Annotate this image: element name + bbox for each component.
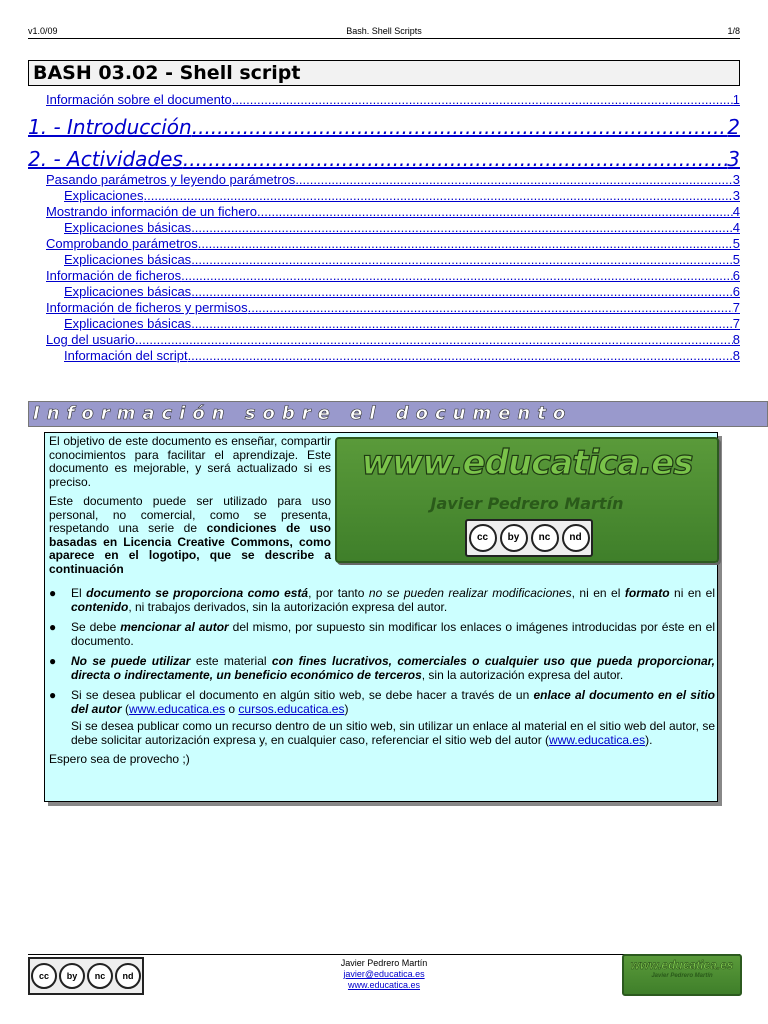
toc-entry-page: 5	[732, 236, 740, 251]
emph: con fines lucrativos, comerciales o cualquier uso que pueda proporcionar, directa o indirectamente, un beneficio económico de terceros	[71, 654, 715, 682]
toc-entry[interactable]	[28, 146, 740, 172]
text: )	[344, 701, 349, 716]
text: este material	[190, 654, 272, 668]
toc-entry-label: Explicaciones básicas	[64, 316, 192, 331]
page-number: 1/8	[727, 26, 740, 36]
toc-entry[interactable]	[28, 268, 740, 284]
toc-leader-dots	[232, 92, 733, 108]
cc-icon: cc	[31, 963, 57, 989]
toc-leader-dots	[191, 284, 733, 300]
toc-leader-dots	[191, 316, 733, 332]
intro-paragraph-1: El objetivo de este documento es enseñar, compartir conocimientos para facilitar el aprendizaje. Este documento es mejorable, y será actualizado si es preciso.	[49, 434, 331, 489]
educatica-link[interactable]: www.educatica.es	[129, 701, 226, 716]
toc-leader-dots	[257, 204, 733, 220]
toc-entry[interactable]	[28, 348, 740, 364]
footer-logo-author: Javier Pedrero Martín	[651, 973, 713, 979]
toc-entry-page: 3	[732, 188, 740, 203]
page-header	[28, 24, 740, 39]
section-heading-bar	[28, 401, 768, 427]
text: del mismo, por supuesto sin modificar los enlaces o imágenes introducidas por éste en el documento.	[71, 620, 715, 648]
toc-leader-dots	[248, 300, 733, 316]
footer-logo-url: www.educatica.es	[630, 958, 734, 972]
toc-entry-page: 2	[727, 115, 740, 139]
toc-entry[interactable]	[28, 220, 740, 236]
conditions-list	[49, 587, 715, 767]
toc-entry-page: 8	[732, 348, 740, 363]
intro-2-text: Este documento puede ser utilizado para uso personal, no comercial, como se presenta, respetando una serie de	[49, 494, 331, 535]
list-item	[49, 587, 715, 614]
text: , ni en el	[571, 586, 625, 600]
publishing-note	[49, 720, 715, 747]
toc-entry[interactable]	[28, 92, 740, 108]
toc-leader-dots	[181, 268, 733, 284]
toc-entry-label: 2. - Actividades	[28, 147, 183, 171]
cc-license-badge	[465, 519, 593, 557]
toc-leader-dots	[188, 348, 733, 364]
toc-entry[interactable]	[28, 172, 740, 188]
nd-icon: nd	[115, 963, 141, 989]
toc-entry-page: 4	[732, 220, 740, 235]
toc-entry-label: Información de ficheros	[46, 268, 182, 283]
document-title: BASH 03.02 - Shell script	[28, 60, 740, 86]
toc-leader-dots	[191, 252, 733, 268]
logo-url-text: www.educatica.es	[361, 443, 693, 483]
by-icon: by	[59, 963, 85, 989]
toc-entry-label: Pasando parámetros y leyendo parámetros	[46, 172, 296, 187]
text: Si se desea publicar el documento en algún sitio web, se debe hacer a través de un	[71, 688, 534, 702]
logo-author-text: Javier Pedrero Martín	[430, 494, 624, 513]
educatica-link-2[interactable]: www.educatica.es	[549, 732, 646, 747]
cc-icon: cc	[469, 524, 497, 552]
toc-leader-dots	[198, 236, 733, 252]
emph: documento se proporciona como está	[86, 586, 309, 600]
toc-entry-page: 5	[732, 252, 740, 267]
nd-icon: nd	[562, 524, 590, 552]
list-item	[49, 655, 715, 682]
footer-author: Javier Pedrero Martín	[340, 958, 428, 968]
text: Si se desea publicar como un recurso dentro de un sitio web, sin utilizar un enlace al material en el sitio web del autor, se debe solicitar autorización expresa y, en cualquier caso, referenciar el sitio web del autor (	[71, 719, 715, 747]
bullet-icon: ●	[49, 688, 57, 702]
version-label: v1.0/09	[28, 26, 58, 36]
header-title: Bash. Shell Scripts	[346, 26, 422, 36]
toc-entry[interactable]	[28, 188, 740, 204]
emph: formato	[624, 586, 670, 600]
emph: no se pueden realizar modificaciones	[368, 586, 572, 600]
document-info-box	[44, 432, 718, 802]
toc-entry-label: Mostrando información de un fichero	[46, 204, 258, 219]
closing-text: Espero sea de provecho ;)	[49, 752, 190, 766]
section-title: Información sobre el documento	[33, 403, 573, 424]
intro-text	[49, 435, 331, 582]
cursos-educatica-link[interactable]: cursos.educatica.es	[238, 701, 345, 716]
text: , ni trabajos derivados, sin la autorización expresa del autor.	[128, 599, 448, 614]
toc-entry[interactable]	[28, 284, 740, 300]
list-item	[49, 689, 715, 716]
nc-icon: nc	[531, 524, 559, 552]
emph: mencionar al autor	[120, 620, 229, 634]
toc-entry-label: Explicaciones básicas	[64, 284, 192, 299]
text: El	[71, 586, 87, 600]
toc-leader-dots	[295, 172, 732, 188]
toc-entry-label: Comprobando parámetros	[46, 236, 198, 251]
toc-entry-page: 4	[732, 204, 740, 219]
emph: No se puede utilizar	[71, 654, 191, 668]
text: ni en el	[669, 586, 716, 600]
toc-entry-label: Explicaciones	[64, 188, 144, 203]
text: , sin la autorización expresa del autor.	[421, 667, 624, 682]
toc-entry-page: 6	[732, 284, 740, 299]
by-icon: by	[500, 524, 528, 552]
footer-educatica-logo	[622, 954, 742, 996]
text: , por tanto	[308, 586, 369, 600]
footer-site-link[interactable]: www.educatica.es	[347, 980, 421, 990]
toc-leader-dots	[191, 220, 733, 236]
toc-entry-page: 1	[732, 92, 740, 107]
emph: contenido	[71, 599, 129, 614]
text: (	[121, 701, 130, 716]
toc-entry[interactable]	[28, 252, 740, 268]
toc-entry[interactable]	[28, 316, 740, 332]
toc-leader-dots	[144, 188, 733, 204]
table-of-contents	[28, 92, 740, 364]
text: o	[225, 701, 239, 716]
toc-entry-page: 6	[732, 268, 740, 283]
text: Se debe	[71, 620, 121, 634]
toc-entry-label: Información del script	[64, 348, 188, 363]
list-item	[49, 621, 715, 648]
toc-entry-label: Log del usuario	[46, 332, 135, 347]
toc-entry-label: 1. - Introducción	[28, 115, 192, 139]
toc-entry-label: Explicaciones básicas	[64, 252, 192, 267]
footer-email-link[interactable]: javier@educatica.es	[343, 969, 425, 979]
toc-entry-page: 8	[732, 332, 740, 347]
intro-2-bold: condiciones de uso basadas en Licencia Creative Commons, como aparece en el logotipo, que se describe a continuación	[49, 521, 331, 576]
toc-entry[interactable]	[28, 332, 740, 348]
toc-entry-label: Explicaciones básicas	[64, 220, 192, 235]
toc-leader-dots	[183, 146, 727, 172]
bullet-icon: ●	[49, 586, 57, 600]
text: ).	[645, 732, 653, 747]
nc-icon: nc	[87, 963, 113, 989]
toc-entry-page: 3	[732, 172, 740, 187]
emph: enlace al documento en el sitio del autor	[71, 688, 715, 716]
toc-entry[interactable]	[28, 300, 740, 316]
toc-leader-dots	[135, 332, 733, 348]
toc-entry[interactable]	[28, 204, 740, 220]
bullet-icon: ●	[49, 654, 57, 668]
intro-paragraph-2	[49, 495, 331, 576]
toc-entry-page: 7	[732, 300, 740, 315]
bullet-icon: ●	[49, 620, 57, 634]
toc-entry[interactable]	[28, 114, 740, 140]
toc-entry-page: 3	[727, 147, 740, 171]
toc-entry-label: Información sobre el documento	[46, 92, 232, 107]
toc-leader-dots	[192, 114, 728, 140]
toc-entry[interactable]	[28, 236, 740, 252]
educatica-logo	[335, 437, 719, 563]
toc-entry-label: Información de ficheros y permisos	[46, 300, 248, 315]
toc-entry-page: 7	[732, 316, 740, 331]
